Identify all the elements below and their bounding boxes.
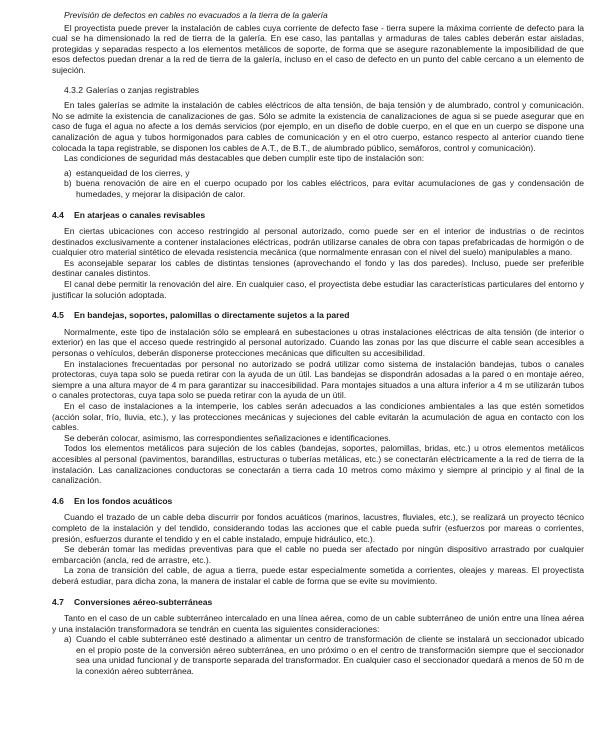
list-marker: a) [64,634,72,645]
section-heading-4-6 [52,496,584,507]
paragraph: Las condiciones de seguridad más destacables que deben cumplir este tipo de instalación son: [64,153,425,164]
list-item [52,178,584,199]
paragraph: En el caso de instalaciones a la intemperie, los cables serán adecuados a las condiciones ambientales a las que estén sometidos (acción solar, frío, lluvia, etc.), y las protecciones mecánicas y sujeciones del cable evitarán la acumulación de agua en contacto con los cables. [52,401,584,433]
section-number: 4.5 [52,310,64,321]
paragraph: En tales galerías se admite la instalación de cables eléctricos de alta tensión, de baja tensión y de alumbrado, control y comunicación. No se admite la existencia de canalizaciones de gas. Sólo se admite la existencia de canalizaciones de agua si se puede asegurar que en caso de fuga el agua no afecte a los demás servicios (por ejemplo, en un diseño de doble cuerpo, en el que en un cuerpo se dispone una canalización de agua y tubos hormigonados para cables de comunicación y en el otro cuerpo, estanco respecto al anterior cuando tiene colocada la tapa registrable, se disponen los cables de A.T., de B.T., de alumbrado público, semáforos, control y comunicación). [52,100,584,153]
list-text: buena renovación de aire en el cuerpo ocupado por los cables eléctricos, para evitar acumulaciones de gas y condensación de humedades, y mejorar la disipación de calor. [76,178,584,199]
paragraph: El canal debe permitir la renovación del aire. En cualquier caso, el proyectista debe estudiar las características particulares del entorno y justificar la solución adoptada. [52,279,584,300]
section-heading-4-7 [52,597,584,608]
section-number: 4.4 [52,209,64,220]
paragraph: Normalmente, este tipo de instalación sólo se empleará en subestaciones u otras instalaciones eléctricas de alta tensión (de interior o exterior) en las que el acceso quede restringido al personal autorizado. Cuando las zonas por las que discurre el cable sean accesibles a personas o vehículos, deberán disponerse protecciones mecánicas que dificulten su accesibilidad. [52,326,584,359]
section-number: 4.7 [52,596,64,607]
paragraph: Cuando el trazado de un cable deba discurrir por fondos acuáticos (marinos, lacustres, fluviales, etc.), se realizará un proyecto técnico completo de la instalación y del tendido, considerando todas las acciones que el cable pueda sufrir (esfuerzos por mareas o corrientes, presión, esfuerzos durante el tendido y en el cable instalado, empuje hidráulico, etc.). [52,512,584,544]
section-title: En bandejas, soportes, palomillas o directamente sujetos a la pared [74,310,350,321]
list-marker: a) [64,167,72,178]
paragraph: En ciertas ubicaciones con acceso restringido al personal autorizado, como puede ser en el interior de industrias o de recintos destinados exclusivamente a contener instalaciones eléctricas, podrán utilizarse canales de obra con tapas prefabricadas de hormigón o de cualquier otro material sintético de elevada resistencia mecánica (que normalmente enrasan con el nivel del suelo) manipulables a mano. [52,226,584,258]
section-title: En atarjeas o canales revisables [74,209,206,220]
list-marker: b) [64,178,72,189]
list-text: Cuando el cable subterráneo esté destinado a alimentar un centro de transformación de cliente se instalará un seccionador ubicado en el propio poste de la conversión aéreo subterránea, en uno próximo o en el centro de transformación siempre que el seccionador sea una unidad funcional y de transporte separada del transformador. En cualquier caso el seccionador quedará a menos de 50 m de la conexión aéreo subterránea. [76,634,584,677]
paragraph: Todos los elementos metálicos para sujeción de los cables (bandejas, soportes, palomillas, bridas, etc.) u otros elementos metálicos accesibles al personal (pavimentos, barandillas, estructuras o tuberías metálicas, etc.) se conectarán eléctricamente a la red de tierra de la instalación. Las canalizaciones conductoras se conectarán a tierra cada 10 metros como máximo y siempre al principio y al final de la canalización. [52,443,584,486]
section-heading-4-4 [52,210,584,221]
section-title: Conversiones aéreo-subterráneas [74,596,213,607]
subheading-prevision: Previsión de defectos en cables no evacuados a la tierra de la galería [64,10,328,20]
section-heading-4-5 [52,310,584,321]
list-item [52,634,584,676]
paragraph: Es aconsejable separar los cables de distintas tensiones (aprovechando el fondo y las dos paredes). Incluso, puede ser preferible destinar canales distintos. [52,257,584,279]
list-item [52,168,584,179]
paragraph: En instalaciones frecuentadas por personal no autorizado se podrá utilizar como sistema de instalación bandejas, tubos o canales protectoras, cuya tapa solo se pueda retirar con la ayuda de un útil. Las bandejas se dispondrán adosadas a la pared o en montaje aéreo, siempre a una altura mayor de 4 m para garantizar su inaccesibilidad. Para montajes situados a una altura inferior a 4 m se utilizarán tubos o canales protectoras, cuya tapa solo se pueda retirar con la ayuda de un útil. [52,358,584,401]
paragraph: Se deberán colocar, asimismo, las correspondientes señalizaciones e identificaciones. [64,432,391,443]
list-text: estanqueidad de los cierres, y [76,167,190,178]
paragraph: Tanto en el caso de un cable subterráneo intercalado en una línea aérea, como de un cable subterráneo de unión entre una línea aérea y una instalación transformadora se tendrán en cuenta las siguientes consideraciones: [52,613,584,634]
section-number: 4.6 [52,495,64,506]
paragraph: Se deberán tomar las medidas preventivas para que el cable no pueda ser afectado por ningún dispositivo arrastrado por cualquier embarcación (ancla, red de arrastre, etc.). [52,544,584,565]
paragraph: La zona de transición del cable, de agua a tierra, puede estar especialmente sometida a corrientes, oleajes y mareas. El proyectista deberá estudiar, para dicha zona, la manera de instalar el cable de forma que se evite su movimiento. [52,565,584,586]
section-title: Galerías o zanjas registrables [86,84,200,95]
paragraph: El proyectista puede prever la instalación de cables cuya corriente de defecto fase - tierra supere la máxima corriente de defecto para la cual se ha dimensionado la red de tierra de la galería. En ese caso, las pantallas y armaduras de tales cables deberán estar aisladas, protegidas y separadas respecto a los elementos metálicos de soporte, de forma que se asegure razonablemente la imposibilidad de que esos defectos puedan drenar a la red de tierra de la galería, incluso en el caso de defecto en un punto del cable cercano a un elemento de sujeción. [52,22,584,75]
section-number: 4.3.2 [64,84,84,95]
section-title: En los fondos acuáticos [74,495,173,506]
section-heading-4-3-2 [64,85,584,96]
